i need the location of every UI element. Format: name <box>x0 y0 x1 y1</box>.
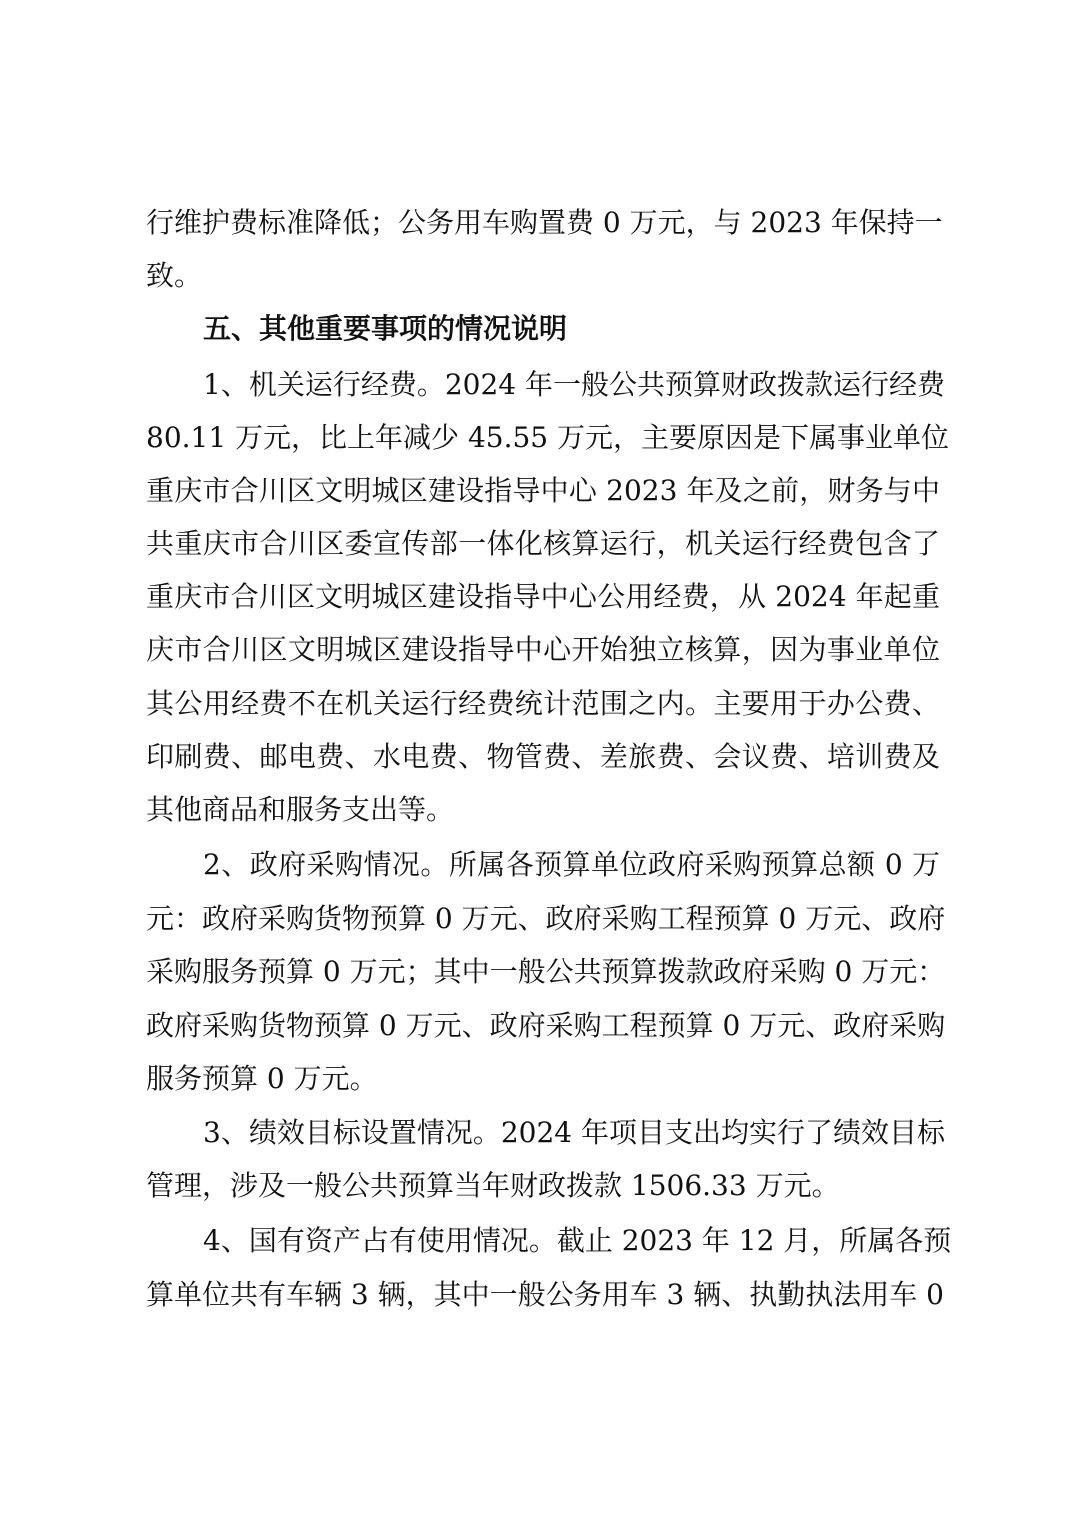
paragraph-line: 其公用经费不在机关运行经费统计范围之内。主要用于办公费、 <box>146 687 940 720</box>
paragraph-line: 3、绩效目标设置情况。2024 年项目支出均实行了绩效目标 <box>203 1116 945 1149</box>
paragraph-line: 4、国有资产占有使用情况。截止 2023 年 12 月，所属各预 <box>203 1224 952 1257</box>
paragraph-line: 其他商品和服务支出等。 <box>146 793 455 826</box>
paragraph-line: 印刷费、邮电费、水电费、物管费、差旅费、会议费、培训费及 <box>146 740 940 773</box>
paragraph-line: 致。 <box>146 259 203 292</box>
paragraph-line: 庆市合川区文明城区建设指导中心开始独立核算，因为事业单位 <box>146 633 940 666</box>
paragraph-line: 共重庆市合川区委宣传部一体化核算运行，机关运行经费包含了 <box>146 527 940 560</box>
paragraph-line: 管理，涉及一般公共预算当年财政拨款 1506.33 万元。 <box>146 1169 840 1202</box>
paragraph-line: 80.11 万元，比上年减少 45.55 万元，主要原因是下属事业单位 <box>146 421 950 454</box>
paragraph-line: 采购服务预算 0 万元；其中一般公共预算拨款政府采购 0 万元： <box>146 955 946 988</box>
paragraph-line: 重庆市合川区文明城区建设指导中心公用经费，从 2024 年起重 <box>146 580 940 613</box>
paragraph-line: 服务预算 0 万元。 <box>146 1062 378 1095</box>
paragraph-line: 重庆市合川区文明城区建设指导中心 2023 年及之前，财务与中 <box>146 474 940 507</box>
paragraph-line: 元：政府采购货物预算 0 万元、政府采购工程预算 0 万元、政府 <box>146 902 946 935</box>
section-heading: 五、其他重要事项的情况说明 <box>203 312 568 345</box>
paragraph-line: 政府采购货物预算 0 万元、政府采购工程预算 0 万元、政府采购 <box>146 1009 946 1042</box>
paragraph-line: 2、政府采购情况。所属各预算单位政府采购预算总额 0 万 <box>203 848 940 881</box>
paragraph-line: 行维护费标准降低；公务用车购置费 0 万元，与 2023 年保持一 <box>146 206 943 239</box>
paragraph-line: 算单位共有车辆 3 辆，其中一般公务用车 3 辆、执勤执法用车 0 <box>146 1278 944 1311</box>
paragraph-line: 1、机关运行经费。2024 年一般公共预算财政拨款运行经费 <box>203 368 945 401</box>
